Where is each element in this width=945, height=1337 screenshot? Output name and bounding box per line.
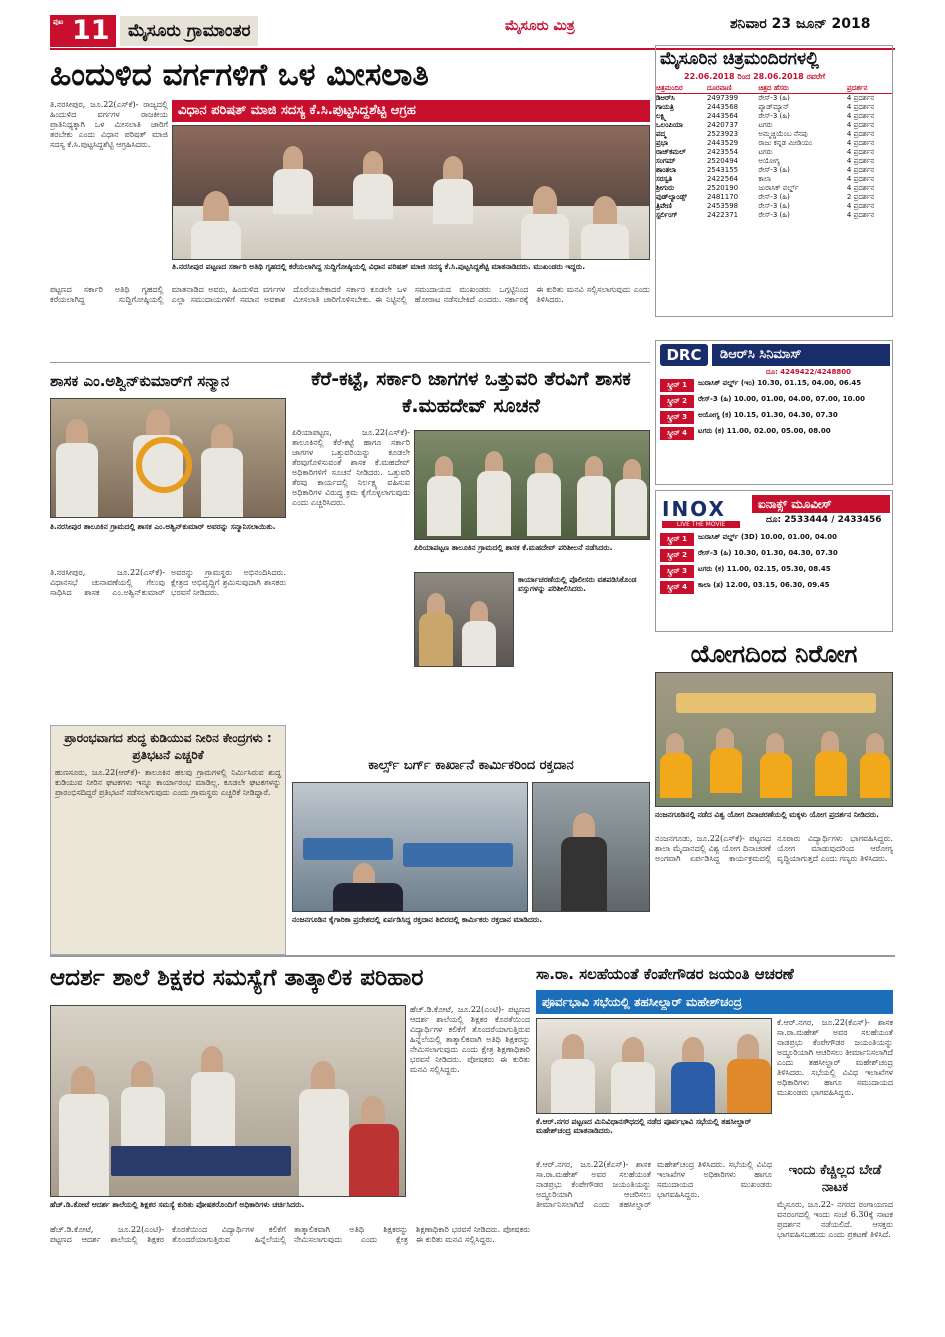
cinema-row bbox=[656, 148, 892, 157]
inox-screen-text: ಜುರಾಸಿಕ್ ವರ್ಲ್ಡ್ (3D) 10.00, 01.00, 04.00 bbox=[698, 533, 837, 541]
ashwin-headline: ಶಾಸಕ ಎಂ.ಅಶ್ವಿನ್‌ಕುಮಾರ್‌ಗೆ ಸನ್ಮಾನ bbox=[50, 372, 230, 390]
cinema-cell: 2520494 bbox=[706, 157, 739, 165]
police-caption: ಕಾರ್ಯಾಚರಣೆಯಲ್ಲಿ ಪೊಲೀಸರು ವಶಪಡಿಸಿಕೊಂಡ ವಸ್ತುಗಳನ್ನು ಪರಿಶೀಲಿಸಿದರು. bbox=[518, 575, 637, 593]
cinema-range: 22.06.2018 ರಿಂದ 28.06.2018 ರವರೆಗೆ bbox=[684, 72, 826, 81]
drc-screen-row bbox=[660, 411, 890, 424]
drama-headline: ಇಂದು ಕೆಚ್ಚಿಲ್ಲದ ಬೇಡೆ ನಾಟಕ bbox=[788, 1163, 882, 1195]
drc-screen-row bbox=[660, 427, 890, 440]
lead-photo bbox=[172, 125, 650, 260]
cinema-cell: ಪದ್ಮ bbox=[656, 130, 666, 138]
cinema-cell: 4 ಪ್ರದರ್ಶನ bbox=[846, 130, 875, 138]
cinema-cell: ಸಂಗಮ್ bbox=[656, 157, 676, 165]
drc-name: ಡಿಆರ್‌ಸಿ ಸಿನಿಮಾಸ್ bbox=[712, 344, 890, 366]
cinema-cell: 2443568 bbox=[706, 103, 739, 111]
school-body-side: ಹೆಚ್.ಡಿ.ಕೋಟೆ, ಜೂ.22(ಎಂಟಿ)- ಪಟ್ಟಣದ ಆದರ್ಶ ಶಾಲೆಯಲ್ಲಿ ಶಿಕ್ಷಕರ ಕೊರತೆಯಿಂದ ವಿದ್ಯಾರ್ಥಿಗಳ ಕಲಿಕೆಗೆ ತೊಂದರೆಯಾಗುತ್ತಿರುವ ಹಿನ್ನೆಲೆಯಲ್ಲಿ ತಾತ್ಕಾಲಿಕವಾಗಿ ಅತಿಥಿ ಶಿಕ್ಷಕರನ್ನು ನೇಮಿಸಲಾಗುವುದು ಎಂದು ಕ್ಷೇತ್ರ ಶಿಕ್ಷಣಾಧಿಕಾರಿ ಭರವಸೆ ನೀಡಿದರು. ಪೋಷಕರು ಈ ಕುರಿತು ಮನವಿ ಸಲ್ಲಿಸಿದ್ದರು. bbox=[410, 1005, 530, 1074]
cinema-cell: 2443564 bbox=[706, 112, 739, 120]
lead-body: ಪಟ್ಟಣದ ಸರ್ಕಾರಿ ಅತಿಥಿ ಗೃಹದಲ್ಲಿ ಕರೆಯಲಾಗಿದ್ದ ಸುದ್ದಿಗೋಷ್ಠಿಯಲ್ಲಿ ಮಾತನಾಡಿದ ಅವರು, ಹಿಂದುಳಿದ ವರ್ಗಗಳ ಎಲ್ಲಾ ಸಮುದಾಯಗಳಿಗೆ ಸಮಾನ ಅವಕಾಶ ದೊರೆಯಬೇಕಾದರೆ ಸರ್ಕಾರ ಕೂಡಲೇ ಒಳ ಮೀಸಲಾತಿ ಜಾರಿಗೊಳಿಸಬೇಕು. ಈ ನಿಟ್ಟಿನಲ್ಲಿ ಸಮುದಾಯದ ಮುಖಂಡರು ಒಗ್ಗಟ್ಟಿನಿಂದ ಹೋರಾಟ ನಡೆಸಬೇಕಿದೆ ಎಂದರು. ಸರ್ಕಾರಕ್ಕೆ ಈ ಕುರಿತು ಮನವಿ ಸಲ್ಲಿಸಲಾಗುವುದು ಎಂದು ತಿಳಿಸಿದರು. bbox=[50, 285, 650, 304]
yoga-headline: ಯೋಗದಿಂದ ನಿರೋಗ bbox=[690, 640, 858, 668]
inox-logo-text: INOX bbox=[662, 497, 726, 521]
inox-logo bbox=[662, 497, 740, 528]
cinema-cell: 2420737 bbox=[706, 121, 739, 129]
inox-screen-row bbox=[660, 533, 890, 546]
cinema-cell: 4 ಪ್ರದರ್ಶನ bbox=[846, 184, 875, 192]
kempegowda-photo bbox=[536, 1018, 772, 1114]
col-film: ಚಿತ್ರದ ಹೆಸರು bbox=[758, 84, 847, 94]
cinema-cell: 2423554 bbox=[706, 148, 739, 156]
kempegowda-body: ಕೆ.ಆರ್.ನಗರ, ಜೂ.22(ಕೆಎಸ್)- ಶಾಸಕ ಸಾ.ರಾ.ಮಹೇಶ್ ಅವರ ಸಲಹೆಯಂತೆ ನಾಡಪ್ರಭು ಕೆಂಪೇಗೌಡರ ಜಯಂತಿಯನ್ನು ಅದ್ಧೂರಿಯಾಗಿ ಆಚರಿಸಲು ತೀರ್ಮಾನಿಸಲಾಗಿದೆ ಎಂದು ತಹಸೀಲ್ದಾರ್ ಮಹೇಶ್‌ಚಂದ್ರ ತಿಳಿಸಿದರು. ಸಭೆಯಲ್ಲಿ ವಿವಿಧ ಇಲಾಖೆಗಳ ಅಧಿಕಾರಿಗಳು ಹಾಗೂ ಸಮುದಾಯದ ಮುಖಂಡರು ಭಾಗವಹಿಸಿದ್ದರು. bbox=[536, 1160, 772, 1209]
cinema-table bbox=[656, 84, 892, 220]
cinema-cell: 2523923 bbox=[706, 130, 739, 138]
water-box bbox=[50, 725, 286, 955]
cinema-row bbox=[656, 121, 892, 130]
cinema-cell: ಜುರಾಸಿಕ್ ವರ್ಲ್ಡ್ bbox=[758, 184, 799, 192]
cinema-box bbox=[655, 45, 893, 317]
cinema-cell: 4 ಪ್ರದರ್ಶನ bbox=[846, 211, 875, 219]
col-phone: ದೂರವಾಣಿ bbox=[707, 84, 758, 94]
cinema-cell: ರಾಜು ಕನ್ನಡ ಮೀಡಿಯಂ bbox=[758, 139, 813, 147]
drc-screen-text: ರೇಸ್-3 (ಹಿ) 10.00, 01.00, 04.00, 07.00, 10.00 bbox=[698, 395, 865, 403]
lead-rule bbox=[50, 362, 650, 363]
cinema-cell: ರೇಸ್-3 (ಹಿ) bbox=[758, 193, 790, 201]
inox-screen-label: ಸ್ಕ್ರೀನ್ 1 bbox=[660, 533, 694, 546]
section-title: ಮೈಸೂರು ಗ್ರಾಮಾಂತರ bbox=[120, 16, 258, 46]
yoga-caption: ನಂಜನಗೂಡಿನಲ್ಲಿ ನಡೆದ ವಿಶ್ವ ಯೋಗ ದಿನಾಚರಣೆಯಲ್ಲಿ ಮಕ್ಕಳು ಯೋಗ ಪ್ರದರ್ಶನ ನೀಡಿದರು. bbox=[655, 810, 880, 819]
inox-screen-label: ಸ್ಕ್ರೀನ್ 3 bbox=[660, 565, 694, 578]
cinema-cell: 4 ಪ್ರದರ್ಶನ bbox=[846, 202, 875, 210]
kempegowda-subhead: ಪೂರ್ವಭಾವಿ ಸಭೆಯಲ್ಲಿ ತಹಸೀಲ್ದಾರ್ ಮಹೇಶ್‌ಚಂದ್ರ bbox=[542, 995, 742, 1009]
lake-photo bbox=[414, 430, 650, 540]
blood-photo bbox=[292, 782, 528, 912]
col-theatre: ಚಿತ್ರಮಂದಿರ bbox=[656, 84, 707, 94]
inox-screen-row bbox=[660, 565, 890, 578]
inox-screen-text: ಕಾಲಾ (ತ) 12.00, 03.15, 06.30, 09.45 bbox=[698, 581, 830, 589]
cinema-cell: ಅಯೋಗ್ಯ bbox=[758, 157, 780, 165]
inox-screen-text: ರೇಸ್-3 (ಹಿ) 10.30, 01.30, 04.30, 07.30 bbox=[698, 549, 838, 557]
inox-phone: ದೂ: 2533444 / 2433456 bbox=[766, 515, 882, 525]
yoga-photo bbox=[655, 672, 893, 807]
school-headline: ಆದರ್ಶ ಶಾಲೆ ಶಿಕ್ಷಕರ ಸಮಸ್ಯೆಗೆ ತಾತ್ಕಾಲಿಕ ಪರಿಹಾರ bbox=[50, 965, 424, 991]
ashwin-body: ತಿ.ನರಸೀಪುರ, ಜೂ.22(ಎಸ್‌ಕೆ)- ವಿಧಾನಸಭೆ ಚುನಾವಣೆಯಲ್ಲಿ ಗೆಲುವು ಸಾಧಿಸಿದ ಶಾಸಕ ಎಂ.ಅಶ್ವಿನ್‌ಕುಮಾರ್ ಅವರನ್ನು ಗ್ರಾಮಸ್ಥರು ಅಭಿನಂದಿಸಿದರು. ಕ್ಷೇತ್ರದ ಅಭಿವೃದ್ಧಿಗೆ ಶ್ರಮಿಸುವುದಾಗಿ ಶಾಸಕರು ಭರವಸೆ ನೀಡಿದರು. bbox=[50, 568, 286, 597]
cinema-cell: 4 ಪ್ರದರ್ಶನ bbox=[846, 112, 875, 120]
cinema-row bbox=[656, 103, 892, 112]
drc-screen-row bbox=[660, 379, 890, 392]
lake-caption: ಪಿರಿಯಾಪಟ್ಟಣ ತಾಲೂಕಿನ ಗ್ರಾಮದಲ್ಲಿ ಶಾಸಕ ಕೆ.ಮಹದೇವ್ ಪರಿಶೀಲನೆ ನಡೆಸಿದರು. bbox=[414, 543, 613, 552]
cinema-row bbox=[656, 211, 892, 220]
cinema-cell: 4 ಪ್ರದರ್ಶನ bbox=[846, 103, 875, 111]
kempegowda-caption: ಕೆ.ಆರ್.ನಗರ ಪಟ್ಟಣದ ಮಿನಿವಿಧಾನಸೌಧದಲ್ಲಿ ನಡೆದ ಪೂರ್ವಭಾವಿ ಸಭೆಯಲ್ಲಿ ತಹಸೀಲ್ದಾರ್ ಮಹೇಶ್‌ಚಂದ್ರ ಮಾತನಾಡಿದರು. bbox=[536, 1117, 752, 1135]
cinema-row bbox=[656, 184, 892, 193]
cinema-cell: ಶ್ರೀಗುರು bbox=[656, 184, 675, 192]
cinema-cell: 2481170 bbox=[706, 193, 739, 201]
issue-date: ಶನಿವಾರ 23 ಜೂನ್ 2018 bbox=[730, 16, 871, 32]
cinema-cell: 4 ಪ್ರದರ್ಶನ bbox=[846, 94, 875, 102]
inox-screen-label: ಸ್ಕ್ರೀನ್ 2 bbox=[660, 549, 694, 562]
school-body: ಹೆಚ್.ಡಿ.ಕೋಟೆ, ಜೂ.22(ಎಂಟಿ)- ಪಟ್ಟಣದ ಆದರ್ಶ ಶಾಲೆಯಲ್ಲಿ ಶಿಕ್ಷಕರ ಕೊರತೆಯಿಂದ ವಿದ್ಯಾರ್ಥಿಗಳ ಕಲಿಕೆಗೆ ತೊಂದರೆಯಾಗುತ್ತಿರುವ ಹಿನ್ನೆಲೆಯಲ್ಲಿ ತಾತ್ಕಾಲಿಕವಾಗಿ ಅತಿಥಿ ಶಿಕ್ಷಕರನ್ನು ನೇಮಿಸಲಾಗುವುದು ಎಂದು ಕ್ಷೇತ್ರ ಶಿಕ್ಷಣಾಧಿಕಾರಿ ಭರವಸೆ ನೀಡಿದರು. ಪೋಷಕರು ಈ ಕುರಿತು ಮನವಿ ಸಲ್ಲಿಸಿದ್ದರು. bbox=[50, 1225, 530, 1244]
cinema-cell: ರೇಸ್-3 (ಹಿ) bbox=[758, 211, 790, 219]
cinema-cell: 4 ಪ್ರದರ್ಶನ bbox=[846, 157, 875, 165]
drama-body: ಮೈಸೂರು, ಜೂ.22- ನಗರದ ರಂಗಾಯಣದ ವನರಂಗದಲ್ಲಿ ಇಂದು ಸಂಜೆ 6.30ಕ್ಕೆ ನಾಟಕ ಪ್ರದರ್ಶನ ನಡೆಯಲಿದೆ. ಆಸಕ್ತರು ಭಾಗವಹಿಸಬಹುದು ಎಂದು ಪ್ರಕಟಣೆ ತಿಳಿಸಿದೆ. bbox=[777, 1200, 893, 1239]
drc-screen-text: ಜುರಾಸಿಕ್ ವರ್ಲ್ಡ್ (ಇಂ) 10.30, 01.15, 04.00, 06.45 bbox=[698, 379, 862, 387]
cinema-cell: ವುಡ್‌ಲ್ಯಾಂಡ್ಸ್ bbox=[656, 193, 687, 201]
cinema-cell: ಲಕ್ಷ್ಮಿ bbox=[656, 112, 667, 120]
lead-caption: ತಿ.ನರಸೀಪುರ ಪಟ್ಟಣದ ಸರ್ಕಾರಿ ಅತಿಥಿ ಗೃಹದಲ್ಲಿ ಕರೆಯಲಾಗಿದ್ದ ಸುದ್ದಿಗೋಷ್ಠಿಯಲ್ಲಿ ವಿಧಾನ ಪರಿಷತ್ ಮಾಜಿ ಸದಸ್ಯ ಕೆ.ಸಿ.ಪುಟ್ಟಸಿದ್ದಶೆಟ್ಟಿ ಮಾತನಾಡಿದರು. ಮುಖಂಡರು ಇದ್ದರು. bbox=[172, 262, 586, 271]
blood-caption: ನಂಜನಗೂಡಿನ ಕೈಗಾರಿಕಾ ಪ್ರದೇಶದಲ್ಲಿ ಏರ್ಪಡಿಸಿದ್ದ ರಕ್ತದಾನ ಶಿಬಿರದಲ್ಲಿ ಕಾರ್ಮಿಕರು ರಕ್ತದಾನ ಮಾಡಿದರು. bbox=[292, 915, 543, 924]
kempegowda-body-side: ಕೆ.ಆರ್.ನಗರ, ಜೂ.22(ಕೆಎಸ್)- ಶಾಸಕ ಸಾ.ರಾ.ಮಹೇಶ್ ಅವರ ಸಲಹೆಯಂತೆ ನಾಡಪ್ರಭು ಕೆಂಪೇಗೌಡರ ಜಯಂತಿಯನ್ನು ಅದ್ಧೂರಿಯಾಗಿ ಆಚರಿಸಲು ತೀರ್ಮಾನಿಸಲಾಗಿದೆ ಎಂದು ತಹಸೀಲ್ದಾರ್ ಮಹೇಶ್‌ಚಂದ್ರ ತಿಳಿಸಿದರು. ಸಭೆಯಲ್ಲಿ ವಿವಿಧ ಇಲಾಖೆಗಳ ಅಧಿಕಾರಿಗಳು ಹಾಗೂ ಸಮುದಾಯದ ಮುಖಂಡರು ಭಾಗವಹಿಸಿದ್ದರು. bbox=[777, 1018, 893, 1097]
school-photo bbox=[50, 1005, 406, 1197]
cinema-cell: ಡಿಆರ್‌ಸಿ bbox=[656, 94, 675, 102]
cinema-row bbox=[656, 130, 892, 139]
cinema-cell: 4 ಪ್ರದರ್ಶನ bbox=[846, 121, 875, 129]
blood-headline: ಕಾರ್ಲ್ಸ್ ಬರ್ಗ್ ಕಾರ್ಖಾನೆ ಕಾರ್ಮಿಕರಿಂದ ರಕ್ತದಾನ bbox=[368, 758, 574, 773]
lead-headline: ಹಿಂದುಳಿದ ವರ್ಗಗಳಿಗೆ ಒಳ ಮೀಸಲಾತಿ bbox=[50, 57, 429, 93]
cinema-cell: ಒಲಂಪಿಯಾ bbox=[656, 121, 683, 129]
cinema-cell: 2422371 bbox=[706, 211, 739, 219]
cinema-cell: ಟಗರು bbox=[758, 121, 773, 129]
cinema-cell: 2497399 bbox=[706, 94, 739, 102]
cinema-cell: ತ್ರಿವೇಣಿ bbox=[656, 202, 672, 210]
cinema-cell: ರೇಸ್-3 (ಹಿ) bbox=[758, 202, 790, 210]
cinema-row bbox=[656, 94, 892, 104]
cinema-title: ಮೈಸೂರಿನ ಚಿತ್ರಮಂದಿರಗಳಲ್ಲಿ bbox=[660, 49, 819, 69]
cinema-cell: 4 ಪ್ರದರ್ಶನ bbox=[846, 148, 875, 156]
lead-subhead: ವಿಧಾನ ಪರಿಷತ್ ಮಾಜಿ ಸದಸ್ಯ ಕೆ.ಸಿ.ಪುಟ್ಟಸಿದ್ದಶೆಟ್ಟಿ ಆಗ್ರಹ bbox=[178, 103, 416, 118]
lake-body: ಪಿರಿಯಾಪಟ್ಟಣ, ಜೂ.22(ಎಸ್‌ಕೆ)- ತಾಲೂಕಿನಲ್ಲಿ ಕೆರೆ-ಕಟ್ಟೆ ಹಾಗೂ ಸರ್ಕಾರಿ ಜಾಗಗಳ ಒತ್ತುವರಿಯನ್ನು ಕೂಡಲೇ ತೆರವುಗೊಳಿಸುವಂತೆ ಶಾಸಕ ಕೆ.ಮಹದೇವ್ ಅಧಿಕಾರಿಗಳಿಗೆ ಸೂಚನೆ ನೀಡಿದರು. ಒತ್ತುವರಿ ತೆರವು ಕಾರ್ಯದಲ್ಲಿ ನಿರ್ಲಕ್ಷ್ಯ ವಹಿಸುವ ಅಧಿಕಾರಿಗಳ ವಿರುದ್ಧ ಕ್ರಮ ಕೈಗೊಳ್ಳಲಾಗುವುದು ಎಂದು ಎಚ್ಚರಿಸಿದರು. bbox=[292, 428, 410, 507]
cinema-cell: 2 ಪ್ರದರ್ಶನ bbox=[846, 193, 875, 201]
cinema-cell: ಪ್ಯಾಡ್‌ಮ್ಯಾನ್ bbox=[758, 103, 790, 111]
paper-name: ಮೈಸೂರು ಮಿತ್ರ bbox=[505, 18, 575, 34]
mid-rule bbox=[50, 955, 895, 957]
drc-screen-label: ಸ್ಕ್ರೀನ್ 4 bbox=[660, 427, 694, 440]
blood-photo-2 bbox=[532, 782, 650, 912]
cinema-cell: 2520190 bbox=[706, 184, 739, 192]
cinema-cell: ಶಾಂತಲಾ bbox=[656, 166, 677, 174]
cinema-cell: 2453598 bbox=[706, 202, 739, 210]
cinema-cell: 2422564 bbox=[706, 175, 739, 183]
cinema-row bbox=[656, 166, 892, 175]
drc-phone: ದೂ: 4249422/4248800 bbox=[766, 368, 851, 376]
drc-screen-text: ಟಗರು (ಕ) 11.00, 02.00, 05.00, 08.00 bbox=[698, 427, 831, 435]
cinema-cell: 4 ಪ್ರದರ್ಶನ bbox=[846, 175, 875, 183]
cinema-cell: ಗಾಯತ್ರಿ bbox=[656, 103, 674, 111]
drc-screen-label: ಸ್ಕ್ರೀನ್ 1 bbox=[660, 379, 694, 392]
cinema-cell: ಅಮ್ಮಚ್ಚಿಯೆಂಬ ನೆನಪು bbox=[758, 130, 808, 138]
cinema-row bbox=[656, 175, 892, 184]
cinema-cell: 2443529 bbox=[706, 139, 739, 147]
cinema-cell: 4 ಪ್ರದರ್ಶನ bbox=[846, 166, 875, 174]
drc-box bbox=[655, 340, 893, 485]
ashwin-caption: ತಿ.ನರಸೀಪುರ ತಾಲೂಕಿನ ಗ್ರಾಮದಲ್ಲಿ ಶಾಸಕ ಎಂ.ಅಶ್ವಿನ್‌ಕುಮಾರ್ ಅವರನ್ನು ಸನ್ಮಾನಿಸಲಾಯಿತು. bbox=[50, 522, 276, 531]
ashwin-photo bbox=[50, 398, 286, 518]
water-headline: ಪ್ರಾರಂಭವಾಗದ ಶುದ್ಧ ಕುಡಿಯುವ ನೀರಿನ ಕೇಂದ್ರಗಳು : ಪ್ರತಿಭಟನೆ ಎಚ್ಚರಿಕೆ bbox=[64, 731, 272, 762]
cinema-row bbox=[656, 139, 892, 148]
inox-screen-text: ಟಗರು (ಕ) 11.00, 02.15, 05.30, 08.45 bbox=[698, 565, 831, 573]
cinema-row bbox=[656, 112, 892, 121]
cinema-cell: ಕಾಲಾ bbox=[758, 175, 771, 183]
cinema-cell: ಸರಸ್ವತಿ bbox=[656, 175, 673, 183]
cinema-cell: ರಾಜ್‌ಕಮಲ್ bbox=[656, 148, 686, 156]
cinema-cell: ರೇಸ್-3 (ಹಿ) bbox=[758, 166, 790, 174]
school-caption: ಹೆಚ್.ಡಿ.ಕೋಟೆ ಆದರ್ಶ ಶಾಲೆಯಲ್ಲಿ ಶಿಕ್ಷಕರ ಸಮಸ್ಯೆ ಕುರಿತು ಪೋಷಕರೊಂದಿಗೆ ಅಧಿಕಾರಿಗಳು ಚರ್ಚಿಸಿದರು. bbox=[50, 1200, 305, 1209]
drc-screen-text: ಅಯೋಗ್ಯ (ಕ) 10.15, 01.30, 04.30, 07.30 bbox=[698, 411, 838, 419]
cinema-cell: 2543155 bbox=[706, 166, 739, 174]
page-label: ಪುಟ bbox=[53, 18, 64, 26]
police-photo bbox=[414, 572, 514, 667]
cinema-row bbox=[656, 157, 892, 166]
inox-screen-row bbox=[660, 581, 890, 594]
lake-headline: ಕೆರೆ-ಕಟ್ಟೆ, ಸರ್ಕಾರಿ ಜಾಗಗಳ ಒತ್ತುವರಿ ತೆರವಿಗೆ ಶಾಸಕ ಕೆ.ಮಹದೇವ್ ಸೂಚನೆ bbox=[311, 368, 631, 417]
drc-screen-label: ಸ್ಕ್ರೀನ್ 2 bbox=[660, 395, 694, 408]
cinema-cell: ಪ್ರಭಾ bbox=[656, 139, 669, 147]
lead-dateline: ತಿ.ನರಸೀಪುರ, ಜೂ.22(ಎಸ್‌ಕೆ)- ರಾಜ್ಯದಲ್ಲಿ ಹಿಂದುಳಿದ ವರ್ಗಗಳ ರಾಜಕೀಯ ಪ್ರಾತಿನಿಧ್ಯಕ್ಕಾಗಿ ಒಳ ಮೀಸಲಾತಿ ಜಾರಿಗೆ ತರಬೇಕು ಎಂದು ವಿಧಾನ ಪರಿಷತ್ ಮಾಜಿ ಸದಸ್ಯ ಕೆ.ಸಿ.ಪುಟ್ಟಸಿದ್ದಶೆಟ್ಟಿ ಆಗ್ರಹಿಸಿದರು. bbox=[50, 100, 168, 149]
drc-screen-label: ಸ್ಕ್ರೀನ್ 3 bbox=[660, 411, 694, 424]
drc-screen-row bbox=[660, 395, 890, 408]
cinema-cell: ಟಗರು bbox=[758, 148, 773, 156]
cinema-cell: ಸ್ಟರ್ಲಿಂಗ್ bbox=[656, 211, 678, 219]
water-body: ಹುಣಸೂರು, ಜೂ.22(ಆರ್‌ಕೆ)- ತಾಲೂಕಿನ ಹಲವು ಗ್ರಾಮಗಳಲ್ಲಿ ನಿರ್ಮಿಸಿರುವ ಶುದ್ಧ ಕುಡಿಯುವ ನೀರಿನ ಘಟಕಗಳು ಇನ್ನೂ ಕಾರ್ಯಾರಂಭ ಮಾಡಿಲ್ಲ. ಕೂಡಲೇ ಘಟಕಗಳನ್ನು ಪ್ರಾರಂಭಿಸದಿದ್ದರೆ ಪ್ರತಿಭಟನೆ ನಡೆಸಲಾಗುವುದು ಎಂದು ಗ್ರಾಮಸ್ಥರು ಎಚ್ಚರಿಕೆ ನೀಡಿದ್ದಾರೆ. bbox=[55, 768, 281, 797]
page-number: 11 bbox=[72, 15, 110, 46]
inox-screen-label: ಸ್ಕ್ರೀನ್ 4 bbox=[660, 581, 694, 594]
page-number-badge bbox=[50, 15, 116, 47]
cinema-cell: 4 ಪ್ರದರ್ಶನ bbox=[846, 139, 875, 147]
inox-screen-row bbox=[660, 549, 890, 562]
cinema-cell: ರೇಸ್-3 (ಹಿ) bbox=[758, 94, 790, 102]
col-shows: ಪ್ರದರ್ಶನ bbox=[847, 84, 892, 94]
cinema-row bbox=[656, 202, 892, 211]
yoga-body: ನಂಜನಗೂಡು, ಜೂ.22(ಎಸ್‌ಕೆ)- ಪಟ್ಟಣದ ಶಾಲಾ ಮೈದಾನದಲ್ಲಿ ವಿಶ್ವ ಯೋಗ ದಿನಾಚರಣೆ ಅಂಗವಾಗಿ ಏರ್ಪಡಿಸಿದ್ದ ಕಾರ್ಯಕ್ರಮದಲ್ಲಿ ನೂರಾರು ವಿದ್ಯಾರ್ಥಿಗಳು ಭಾಗವಹಿಸಿದ್ದರು. ಯೋಗ ಮಾಡುವುದರಿಂದ ಆರೋಗ್ಯ ವೃದ್ಧಿಯಾಗುತ್ತದೆ ಎಂದು ಗಣ್ಯರು ತಿಳಿಸಿದರು. bbox=[655, 834, 893, 863]
cinema-cell: ರೇಸ್-3 (ಹಿ) bbox=[758, 112, 790, 120]
inox-tagline: LIVE THE MOVIE bbox=[662, 521, 740, 528]
inox-name: ಐನಾಕ್ಸ್ ಮೂವೀಸ್ bbox=[752, 495, 890, 513]
cinema-row bbox=[656, 193, 892, 202]
kempegowda-headline: ಸಾ.ರಾ. ಸಲಹೆಯಂತೆ ಕೆಂಪೇಗೌಡರ ಜಯಂತಿ ಆಚರಣೆ bbox=[536, 965, 794, 983]
inox-box bbox=[655, 490, 893, 632]
drc-logo: DRC bbox=[660, 344, 708, 366]
